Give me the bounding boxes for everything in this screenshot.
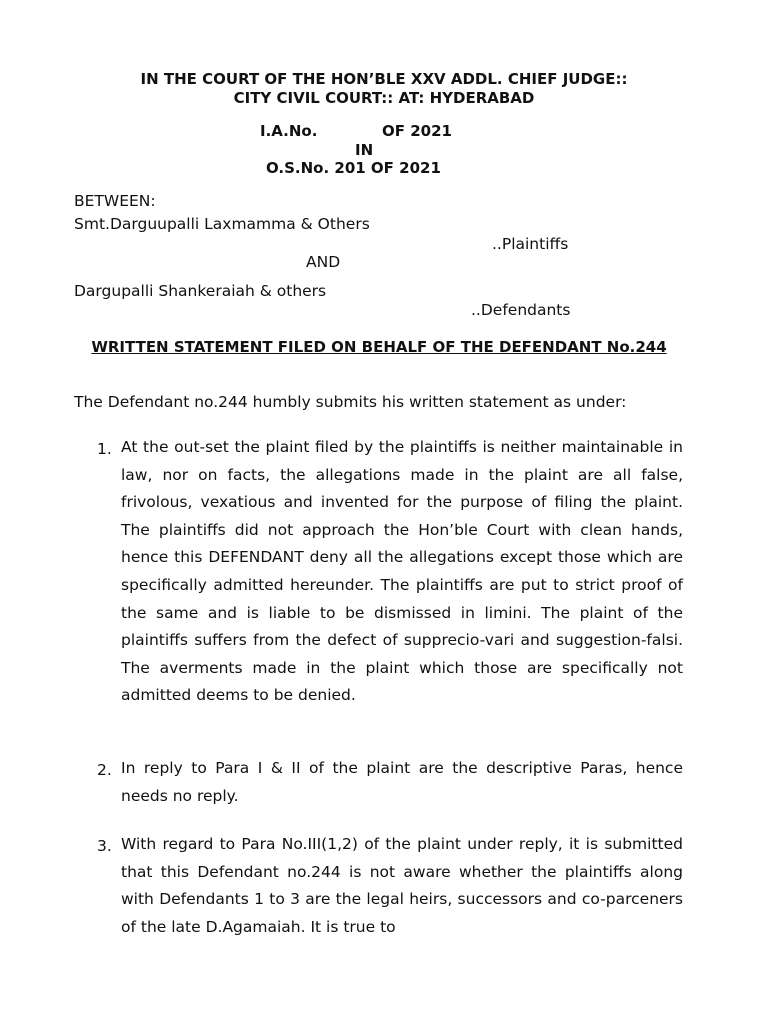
defendant-name: Dargupalli Shankeraiah & others [74, 282, 327, 300]
ia-number-label: I.A.No. [260, 122, 318, 140]
document-title: WRITTEN STATEMENT FILED ON BEHALF OF THE DEFENDANT No.244 [91, 338, 667, 356]
court-heading-line2: CITY CIVIL COURT:: AT: HYDERABAD [233, 89, 535, 107]
paragraph-number: 3. [97, 837, 112, 855]
plaintiff-role: ..Plaintiffs [492, 235, 569, 253]
intro-sentence: The Defendant no.244 humbly submits his written statement as under: [74, 393, 627, 411]
paragraph-text: In reply to Para I & II of the plaint are the descriptive Paras, hence needs no reply. [121, 759, 683, 805]
and-word: AND [306, 253, 341, 271]
plaintiff-name: Smt.Darguupalli Laxmamma & Others [74, 215, 370, 233]
between-label: BETWEEN: [74, 192, 156, 210]
paragraph-text: With regard to Para No.III(1,2) of the plaint under reply, it is submitted that this Defendant no.244 is not aware whether the plaintiffs along with Defendants 1 to 3 are the legal heirs, successors and co-parceners of the late D.Agamaiah. It is true to [121, 835, 683, 936]
defendant-role: ..Defendants [471, 301, 571, 319]
paragraph-number: 2. [97, 761, 112, 779]
court-heading-line1: IN THE COURT OF THE HON’BLE XXV ADDL. CHIEF JUDGE:: [140, 70, 628, 88]
os-number: O.S.No. 201 OF 2021 [266, 159, 441, 177]
paragraph-text: At the out-set the plaint filed by the plaintiffs is neither maintainable in law, nor on facts, the allegations made in the plaint are all false, frivolous, vexatious and invented for the purpose of filing the plaint. The plaintiffs did not approach the Hon’ble Court with clean hands, hence this DEFENDANT deny all the allegations except those which are specifically admitted hereunder. The plaintiffs are put to strict proof of the same and is liable to be dismissed in limini. The plaint of the plaintiffs suffers from the defect of supprecio-vari and suggestion-falsi. The averments made in the plaint which those are specifically not admitted deems to be denied. [121, 438, 683, 705]
ia-year: OF 2021 [382, 122, 452, 140]
in-word: IN [355, 141, 374, 159]
paragraph-number: 1. [97, 440, 112, 458]
